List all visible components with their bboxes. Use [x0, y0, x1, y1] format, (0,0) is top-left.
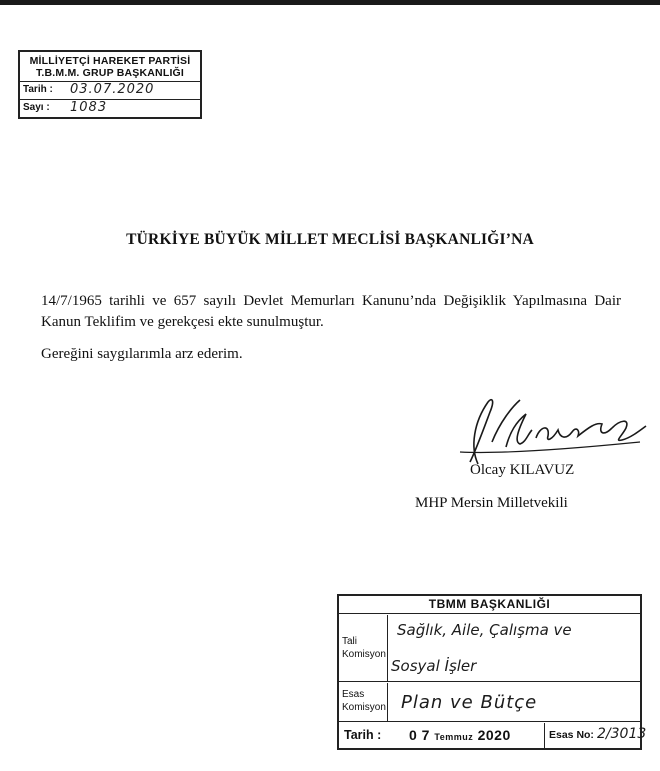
- party-stamp-number-value: 1083: [70, 100, 108, 115]
- letter-paragraph-1: 14/7/1965 tarihli ve 657 sayılı Devlet Memurları Kanunu’nda Değişiklik Yapılmasına Dair Kanun Teklifim ve gerekçesi ekte sunulmuştur.: [41, 293, 621, 330]
- party-stamp-header: [20, 52, 200, 82]
- party-stamp-date-label: Tarih :: [23, 84, 53, 95]
- party-stamp-line1: MİLLİYETÇİ HAREKET PARTİSİ: [29, 55, 191, 67]
- party-stamp-number-row: [20, 100, 200, 117]
- registry-date-label: Tarih :: [344, 728, 382, 742]
- tali-label-line1: Tali: [342, 636, 358, 647]
- esas-no-value: 2/3013: [597, 726, 647, 742]
- registry-title: TBMM BAŞKANLIĞI: [339, 596, 640, 614]
- esas-label-line2: Komisyon: [342, 702, 386, 713]
- letter-paragraph-2: Gereğini saygılarımla arz ederim.: [41, 346, 243, 362]
- party-stamp-line2: T.B.M.M. GRUP BAŞKANLIĞI: [35, 67, 185, 79]
- esas-no-label: Esas No:: [549, 729, 594, 741]
- letter-heading: TÜRKİYE BÜYÜK MİLLET MECLİSİ BAŞKANLIĞI’NA: [126, 231, 534, 248]
- esas-commission-value: Plan ve Bütçe: [401, 692, 538, 713]
- tali-label-line2: Komisyon: [342, 649, 386, 660]
- esas-commission-row: [339, 683, 640, 722]
- party-stamp-date-value: 03.07.2020: [70, 82, 155, 97]
- top-border: [0, 0, 660, 5]
- registry-date-day: 0 7: [409, 727, 430, 743]
- party-stamp-number-label: Sayı :: [23, 102, 50, 113]
- tali-commission-line2: Sosyal İşler: [391, 657, 477, 675]
- tali-commission-label: [339, 615, 388, 681]
- party-stamp: [18, 50, 202, 119]
- registry-bottom-row: [339, 723, 647, 748]
- registry-date-year: 2020: [477, 727, 511, 743]
- esas-commission-label: [339, 683, 388, 721]
- registry-date-month: Temmuz: [434, 732, 474, 742]
- tali-commission-line1: Sağlık, Aile, Çalışma ve: [397, 621, 572, 639]
- signer-title: MHP Mersin Milletvekili: [415, 495, 568, 511]
- registry-stamp: [337, 594, 647, 750]
- party-stamp-date-row: [20, 82, 200, 100]
- handwritten-signature: [440, 392, 650, 472]
- registry-date: [409, 727, 511, 743]
- esas-no-box: [544, 723, 647, 748]
- esas-label-line1: Esas: [342, 689, 365, 700]
- tali-commission-row: [339, 615, 640, 682]
- signer-name: Olcay KILAVUZ: [470, 462, 575, 478]
